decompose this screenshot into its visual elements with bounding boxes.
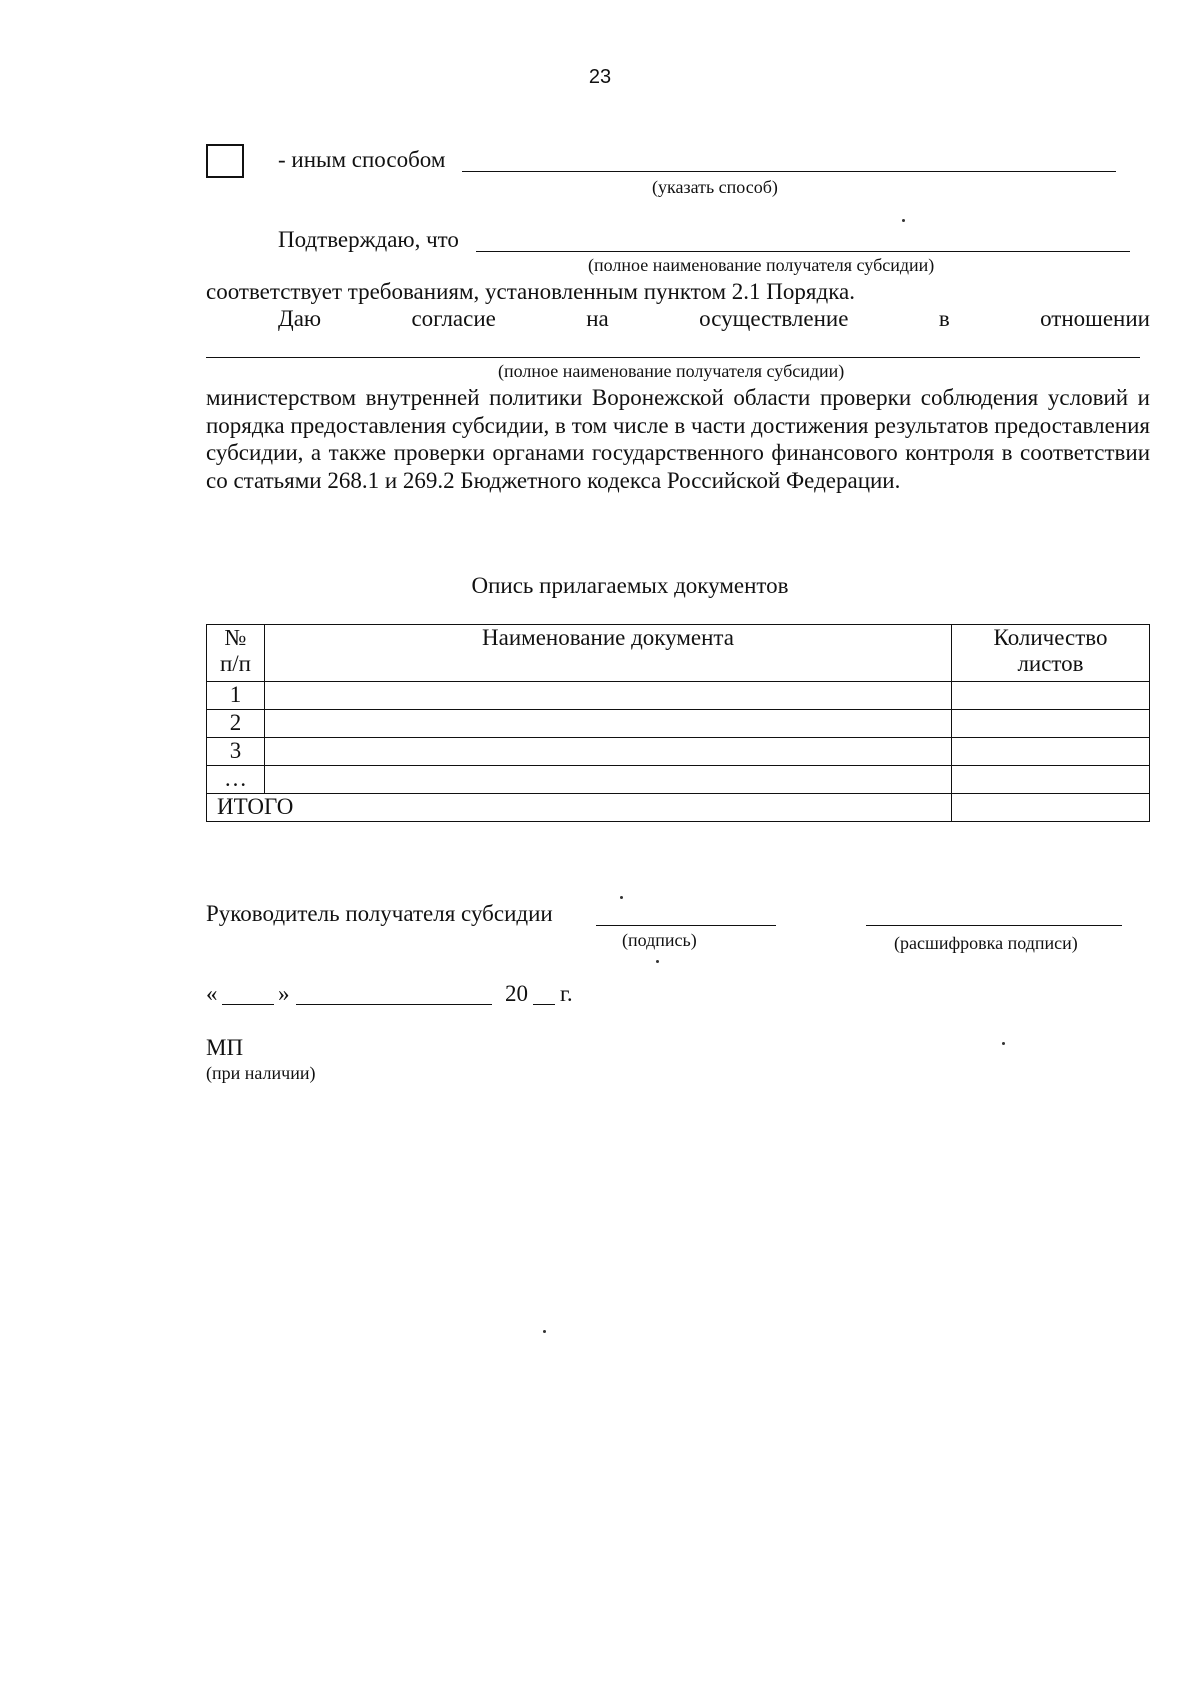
confirm-recipient-field[interactable] [476,251,1130,252]
consent-word: в [938,306,950,331]
scan-speck [656,960,659,963]
scan-speck [620,896,623,899]
header-num [207,625,265,682]
row-sheet-count-cell[interactable] [952,766,1150,794]
row-sheet-count-cell[interactable] [952,682,1150,710]
scan-speck [902,219,905,222]
row-document-name-cell[interactable] [265,710,952,738]
inventory-title: Опись прилагаемых документов [471,573,789,598]
row-sheet-count-cell[interactable] [952,710,1150,738]
date-year-prefix: 20 [505,981,528,1006]
date-day-field[interactable] [222,1004,274,1005]
signature-label: Руководитель получателя субсидии [206,901,553,926]
table-total-row [207,794,1150,822]
consent-word: осуществление [699,306,849,331]
consent-line [206,305,1150,332]
other-method-label: - иным способом [278,147,446,172]
header-num-symbol: № [224,625,247,650]
other-method-caption: (указать способ) [652,177,778,197]
consent-paragraph: министерством внутренней политики Воронежской области проверки соблюдения условий и порядка предоставления субсидии, в том числе в части достижения результатов предоставления субсидии, а также проверки органами государственного финансового контроля в соответствии со статьями 268.1 и 269.2 Бюджетного кодекса Российской Федерации. [206,385,1150,493]
total-sheet-count-cell[interactable] [952,794,1150,822]
date-close-quote: » [278,981,290,1006]
other-method-field[interactable] [462,171,1116,172]
row-document-name-cell[interactable] [265,738,952,766]
header-count-line2: листов [1017,651,1084,676]
row-number: 3 [207,738,265,766]
scan-speck [543,1330,546,1333]
row-document-name-cell[interactable] [265,682,952,710]
stamp-label: МП [206,1035,244,1060]
signature-caption: (подпись) [622,930,697,950]
other-method-checkbox[interactable] [206,144,244,178]
header-count-line1: Количество [993,625,1108,650]
row-number: 1 [207,682,265,710]
table-row [207,766,1150,794]
consent-word: Даю [278,306,322,331]
header-count [952,625,1150,682]
header-name: Наименование документа [265,625,952,682]
date-open-quote: « [206,981,218,1006]
scan-speck [1002,1042,1005,1045]
consent-word: согласие [411,306,496,331]
table-row [207,738,1150,766]
table-row [207,710,1150,738]
date-year-suffix: г. [560,981,573,1006]
date-month-field[interactable] [296,1004,492,1005]
consent-recipient-field[interactable] [206,357,1140,358]
page-number: 23 [588,66,612,88]
row-sheet-count-cell[interactable] [952,738,1150,766]
table-row [207,682,1150,710]
table-header-row [207,625,1150,682]
consent-word: на [586,306,609,331]
stamp-caption: (при наличии) [206,1063,316,1083]
signature-decode-caption: (расшифровка подписи) [894,933,1078,953]
confirm-label: Подтверждаю, что [278,227,459,252]
total-label: ИТОГО [207,794,952,822]
row-number: … [207,766,265,794]
signature-field[interactable] [596,925,776,926]
consent-word: отношении [1040,306,1150,331]
inventory-table [206,624,1150,822]
signature-decode-field[interactable] [866,925,1122,926]
header-num-abbr: п/п [219,651,251,676]
date-year-field[interactable] [533,1004,555,1005]
row-number: 2 [207,710,265,738]
consent-caption: (полное наименование получателя субсидии) [498,361,845,381]
confirm-continuation: соответствует требованиям, установленным пунктом 2.1 Порядка. [206,279,855,304]
confirm-caption: (полное наименование получателя субсидии) [588,255,935,275]
row-document-name-cell[interactable] [265,766,952,794]
